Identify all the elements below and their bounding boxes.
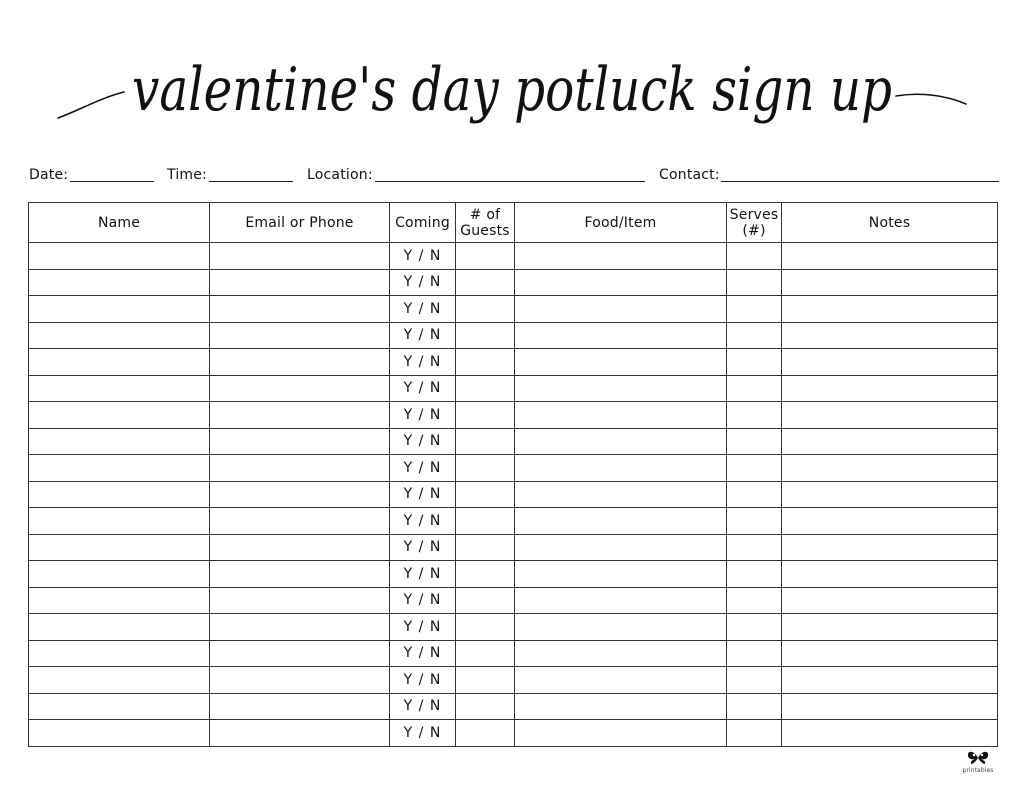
cell-serves[interactable] [727,534,782,561]
cell-email[interactable] [210,693,390,720]
cell-serves[interactable] [727,561,782,588]
cell-email[interactable] [210,587,390,614]
cell-serves[interactable] [727,720,782,747]
cell-email[interactable] [210,640,390,667]
table-row [29,481,998,508]
cell-name[interactable] [29,587,210,614]
column-header-serves [727,203,782,243]
table-row [29,614,998,641]
cell-coming[interactable]: Y / N [390,587,456,614]
cell-notes[interactable] [782,269,998,296]
cell-email[interactable] [210,508,390,535]
left-swash [58,92,124,118]
cell-coming[interactable]: Y / N [390,561,456,588]
table-row [29,587,998,614]
table-row [29,455,998,482]
cell-notes[interactable] [782,428,998,455]
cell-notes[interactable] [782,693,998,720]
cell-notes[interactable] [782,640,998,667]
cell-food[interactable] [515,243,727,270]
serves-header-line1: Serves [729,206,779,223]
butterfly-logo-icon [965,749,991,767]
cell-guests[interactable] [456,587,515,614]
cell-guests[interactable] [456,322,515,349]
cell-name[interactable] [29,640,210,667]
cell-serves[interactable] [727,640,782,667]
table-header-row [29,203,998,243]
cell-guests[interactable] [456,481,515,508]
cell-email[interactable] [210,375,390,402]
cell-food[interactable] [515,296,727,323]
cell-name[interactable] [29,322,210,349]
title-flourish [0,0,1024,160]
cell-serves[interactable] [727,402,782,429]
table-row [29,269,998,296]
cell-name[interactable] [29,720,210,747]
cell-coming[interactable]: Y / N [390,720,456,747]
cell-serves[interactable] [727,614,782,641]
cell-coming[interactable]: Y / N [390,428,456,455]
cell-name[interactable] [29,508,210,535]
cell-serves[interactable] [727,322,782,349]
contact-label: Contact: [659,167,720,183]
cell-guests[interactable] [456,614,515,641]
cell-name[interactable] [29,428,210,455]
table-row [29,402,998,429]
cell-coming[interactable]: Y / N [390,481,456,508]
cell-food[interactable] [515,640,727,667]
cell-notes[interactable] [782,481,998,508]
cell-food[interactable] [515,508,727,535]
cell-food[interactable] [515,455,727,482]
cell-serves[interactable] [727,693,782,720]
cell-guests[interactable] [456,640,515,667]
cell-guests[interactable] [456,455,515,482]
cell-serves[interactable] [727,428,782,455]
cell-name[interactable] [29,534,210,561]
cell-coming[interactable]: Y / N [390,455,456,482]
cell-coming[interactable]: Y / N [390,269,456,296]
cell-food[interactable] [515,428,727,455]
table-row [29,693,998,720]
cell-food[interactable] [515,402,727,429]
column-header-coming: Coming [390,203,456,243]
printables-logo-text: printables [962,767,994,774]
cell-notes[interactable] [782,349,998,376]
cell-guests[interactable] [456,243,515,270]
cell-notes[interactable] [782,534,998,561]
cell-serves[interactable] [727,243,782,270]
cell-guests[interactable] [456,508,515,535]
cell-coming[interactable]: Y / N [390,508,456,535]
cell-food[interactable] [515,481,727,508]
table-row [29,720,998,747]
cell-notes[interactable] [782,402,998,429]
cell-notes[interactable] [782,667,998,694]
cell-coming[interactable]: Y / N [390,296,456,323]
cell-guests[interactable] [456,296,515,323]
column-header-food: Food/Item [515,203,727,243]
cell-coming[interactable]: Y / N [390,349,456,376]
cell-name[interactable] [29,243,210,270]
cell-notes[interactable] [782,614,998,641]
cell-notes[interactable] [782,455,998,482]
cell-food[interactable] [515,269,727,296]
cell-serves[interactable] [727,375,782,402]
cell-guests[interactable] [456,693,515,720]
table-row [29,534,998,561]
cell-email[interactable] [210,349,390,376]
cell-serves[interactable] [727,587,782,614]
date-blank-line[interactable] [70,181,154,182]
cell-name[interactable] [29,693,210,720]
cell-email[interactable] [210,402,390,429]
location-label: Location: [307,167,373,183]
guests-header-line1: # of [469,206,501,223]
cell-guests[interactable] [456,349,515,376]
date-label: Date: [29,167,69,183]
cell-food[interactable] [515,587,727,614]
page-title: valentine's day potluck sign up [132,55,892,125]
event-info-row [29,166,999,186]
cell-notes[interactable] [782,296,998,323]
cell-name[interactable] [29,614,210,641]
cell-food[interactable] [515,720,727,747]
time-label: Time: [167,167,207,183]
cell-guests[interactable] [456,720,515,747]
table-row [29,375,998,402]
cell-serves[interactable] [727,349,782,376]
cell-name[interactable] [29,269,210,296]
cell-coming[interactable]: Y / N [390,402,456,429]
cell-food[interactable] [515,375,727,402]
cell-guests[interactable] [456,402,515,429]
cell-food[interactable] [515,614,727,641]
cell-coming[interactable]: Y / N [390,534,456,561]
table-row [29,667,998,694]
cell-notes[interactable] [782,375,998,402]
table-body [29,243,998,747]
cell-coming[interactable]: Y / N [390,640,456,667]
table-row [29,243,998,270]
cell-email[interactable] [210,481,390,508]
cell-notes[interactable] [782,561,998,588]
table-row [29,322,998,349]
cell-guests[interactable] [456,667,515,694]
time-blank-line[interactable] [209,181,293,182]
cell-guests[interactable] [456,269,515,296]
cell-guests[interactable] [456,375,515,402]
cell-email[interactable] [210,720,390,747]
column-header-notes: Notes [782,203,998,243]
cell-email[interactable] [210,269,390,296]
cell-email[interactable] [210,455,390,482]
location-blank-line[interactable] [375,181,645,182]
cell-name[interactable] [29,561,210,588]
signup-table [28,202,998,747]
cell-email[interactable] [210,243,390,270]
cell-email[interactable] [210,667,390,694]
cell-food[interactable] [515,534,727,561]
table-row [29,349,998,376]
cell-guests[interactable] [456,428,515,455]
printables-logo [957,749,999,779]
column-header-guests [456,203,515,243]
serves-header-line2: (#) [742,222,766,239]
cell-notes[interactable] [782,720,998,747]
cell-food[interactable] [515,349,727,376]
cell-food[interactable] [515,322,727,349]
cell-email[interactable] [210,561,390,588]
cell-guests[interactable] [456,534,515,561]
cell-guests[interactable] [456,561,515,588]
cell-name[interactable] [29,667,210,694]
cell-serves[interactable] [727,667,782,694]
column-header-name: Name [29,203,210,243]
table-row [29,508,998,535]
right-swash [896,94,966,104]
cell-coming[interactable]: Y / N [390,614,456,641]
page-title-area [0,0,1024,160]
cell-food[interactable] [515,667,727,694]
cell-notes[interactable] [782,243,998,270]
column-header-email: Email or Phone [210,203,390,243]
cell-email[interactable] [210,428,390,455]
table-row [29,428,998,455]
cell-coming[interactable]: Y / N [390,667,456,694]
cell-serves[interactable] [727,269,782,296]
cell-name[interactable] [29,296,210,323]
cell-serves[interactable] [727,481,782,508]
cell-serves[interactable] [727,296,782,323]
cell-name[interactable] [29,481,210,508]
cell-email[interactable] [210,614,390,641]
cell-email[interactable] [210,296,390,323]
contact-blank-line[interactable] [721,181,999,182]
cell-food[interactable] [515,561,727,588]
cell-serves[interactable] [727,508,782,535]
cell-email[interactable] [210,322,390,349]
cell-name[interactable] [29,349,210,376]
cell-email[interactable] [210,534,390,561]
cell-notes[interactable] [782,587,998,614]
cell-notes[interactable] [782,322,998,349]
cell-coming[interactable]: Y / N [390,375,456,402]
table-row [29,640,998,667]
cell-coming[interactable]: Y / N [390,693,456,720]
cell-serves[interactable] [727,455,782,482]
table-row [29,296,998,323]
table-row [29,561,998,588]
cell-notes[interactable] [782,508,998,535]
cell-name[interactable] [29,455,210,482]
cell-coming[interactable]: Y / N [390,243,456,270]
cell-food[interactable] [515,693,727,720]
cell-name[interactable] [29,375,210,402]
cell-coming[interactable]: Y / N [390,322,456,349]
cell-name[interactable] [29,402,210,429]
guests-header-line2: Guests [460,222,510,239]
